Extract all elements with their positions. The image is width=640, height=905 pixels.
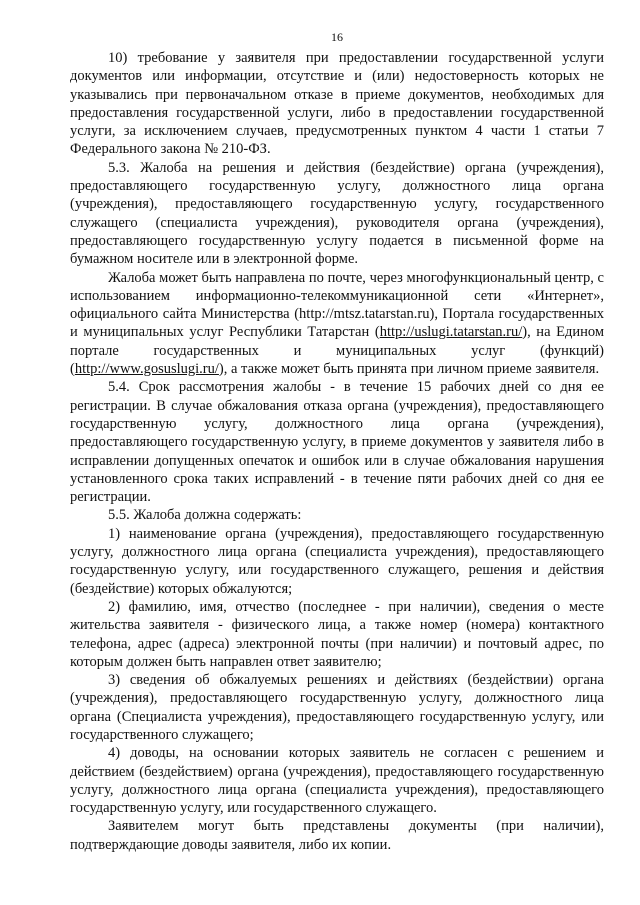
uslugi-tatarstan-link[interactable]: http://uslugi.tatarstan.ru/ <box>379 324 523 341</box>
list-item-1: 1) наименование органа (учреждения), предоставляющего государственную услугу, должностного лица органа (специалиста учреждения), предоставляющего государственную услугу, или государственного служащего, решения и действия (бездействие) которых обжалуются; <box>70 525 604 597</box>
paragraph-5-4: 5.4. Срок рассмотрения жалобы - в течение 15 рабочих дней со дня ее регистрации. В случае обжалования отказа органа (учреждения), предоставляющего государственную услугу, должностного лица органа (учреждения), предоставляющего государственную услугу, в приеме документов у заявителя либо в исправлении допущенных опечаток и ошибок или в случае обжалования нарушения установленного срока таких исправлений - в течение пяти рабочих дней со дня ее регистрации. <box>70 379 604 506</box>
complaint-channels-text-1: Жалоба может быть направлена по почте, через многофункциональный центр, с использованием информационно-телекоммуникационной сети «Интернет», официального сайта Министерства (http://mtsz.tatarstan.ru), Портала государственных и муниципальных услуг Республики Татарстан ( <box>70 269 604 341</box>
document-page <box>70 30 604 854</box>
complaint-channels-text-3: ), а также может быть принята при личном приеме заявителя. <box>218 361 600 378</box>
gosuslugi-link[interactable]: http://www.gosuslugi.ru/ <box>74 361 219 378</box>
paragraph-item-10: 10) требование у заявителя при предоставлении государственной услуги документов или информации, отсутствие и (или) недостоверность которых не указывались при первоначальном отказе в приеме документов, необходимых для предоставления государственной услуги, либо в предоставлении государственной услуги, за исключением случаев, предусмотренных пунктом 4 части 1 статьи 7 Федерального закона № 210-ФЗ. <box>70 50 604 158</box>
complaint-channels-text-2: ), на Едином портале государственных и муниципальных услуг (функций) ( <box>70 324 604 378</box>
page-number: 16 <box>331 30 343 44</box>
paragraph-complaint-channels <box>70 269 604 379</box>
paragraph-supporting-documents: Заявителем могут быть представлены документы (при наличии), подтверждающие доводы заявителя, либо их копии. <box>70 818 604 853</box>
paragraph-5-3: 5.3. Жалоба на решения и действия (бездействие) органа (учреждения), предоставляющего государственную услугу, должностного лица органа (учреждения), предоставляющего государственную услугу, государственного служащего (специалиста учреждения), руководителя органа (учреждения), предоставляющего государственную услугу подается в письменной форме на бумажном носителе или в электронной форме. <box>70 159 604 268</box>
paragraph-5-5: 5.5. Жалоба должна содержать: <box>108 507 302 524</box>
list-item-4: 4) доводы, на основании которых заявитель не согласен с решением и действием (бездействием) органа (учреждения), предоставляющего государственную услугу, должностного лица органа (специалиста учреждения), предоставляющего государственную услугу, или государственного служащего. <box>70 745 604 817</box>
list-item-3: 3) сведения об обжалуемых решениях и действиях (бездействии) органа (учреждения), предоставляющего государственную услугу, должностного лица органа (Специалиста учреждения), предоставляющего государственную услугу, или государственного служащего; <box>70 672 604 743</box>
list-item-2: 2) фамилию, имя, отчество (последнее - при наличии), сведения о месте жительства заявителя - физического лица, а также номер (номера) контактного телефона, адрес (адреса) электронной почты (при наличии) и почтовый адрес, по которым должен быть направлен ответ заявителю; <box>70 598 604 670</box>
